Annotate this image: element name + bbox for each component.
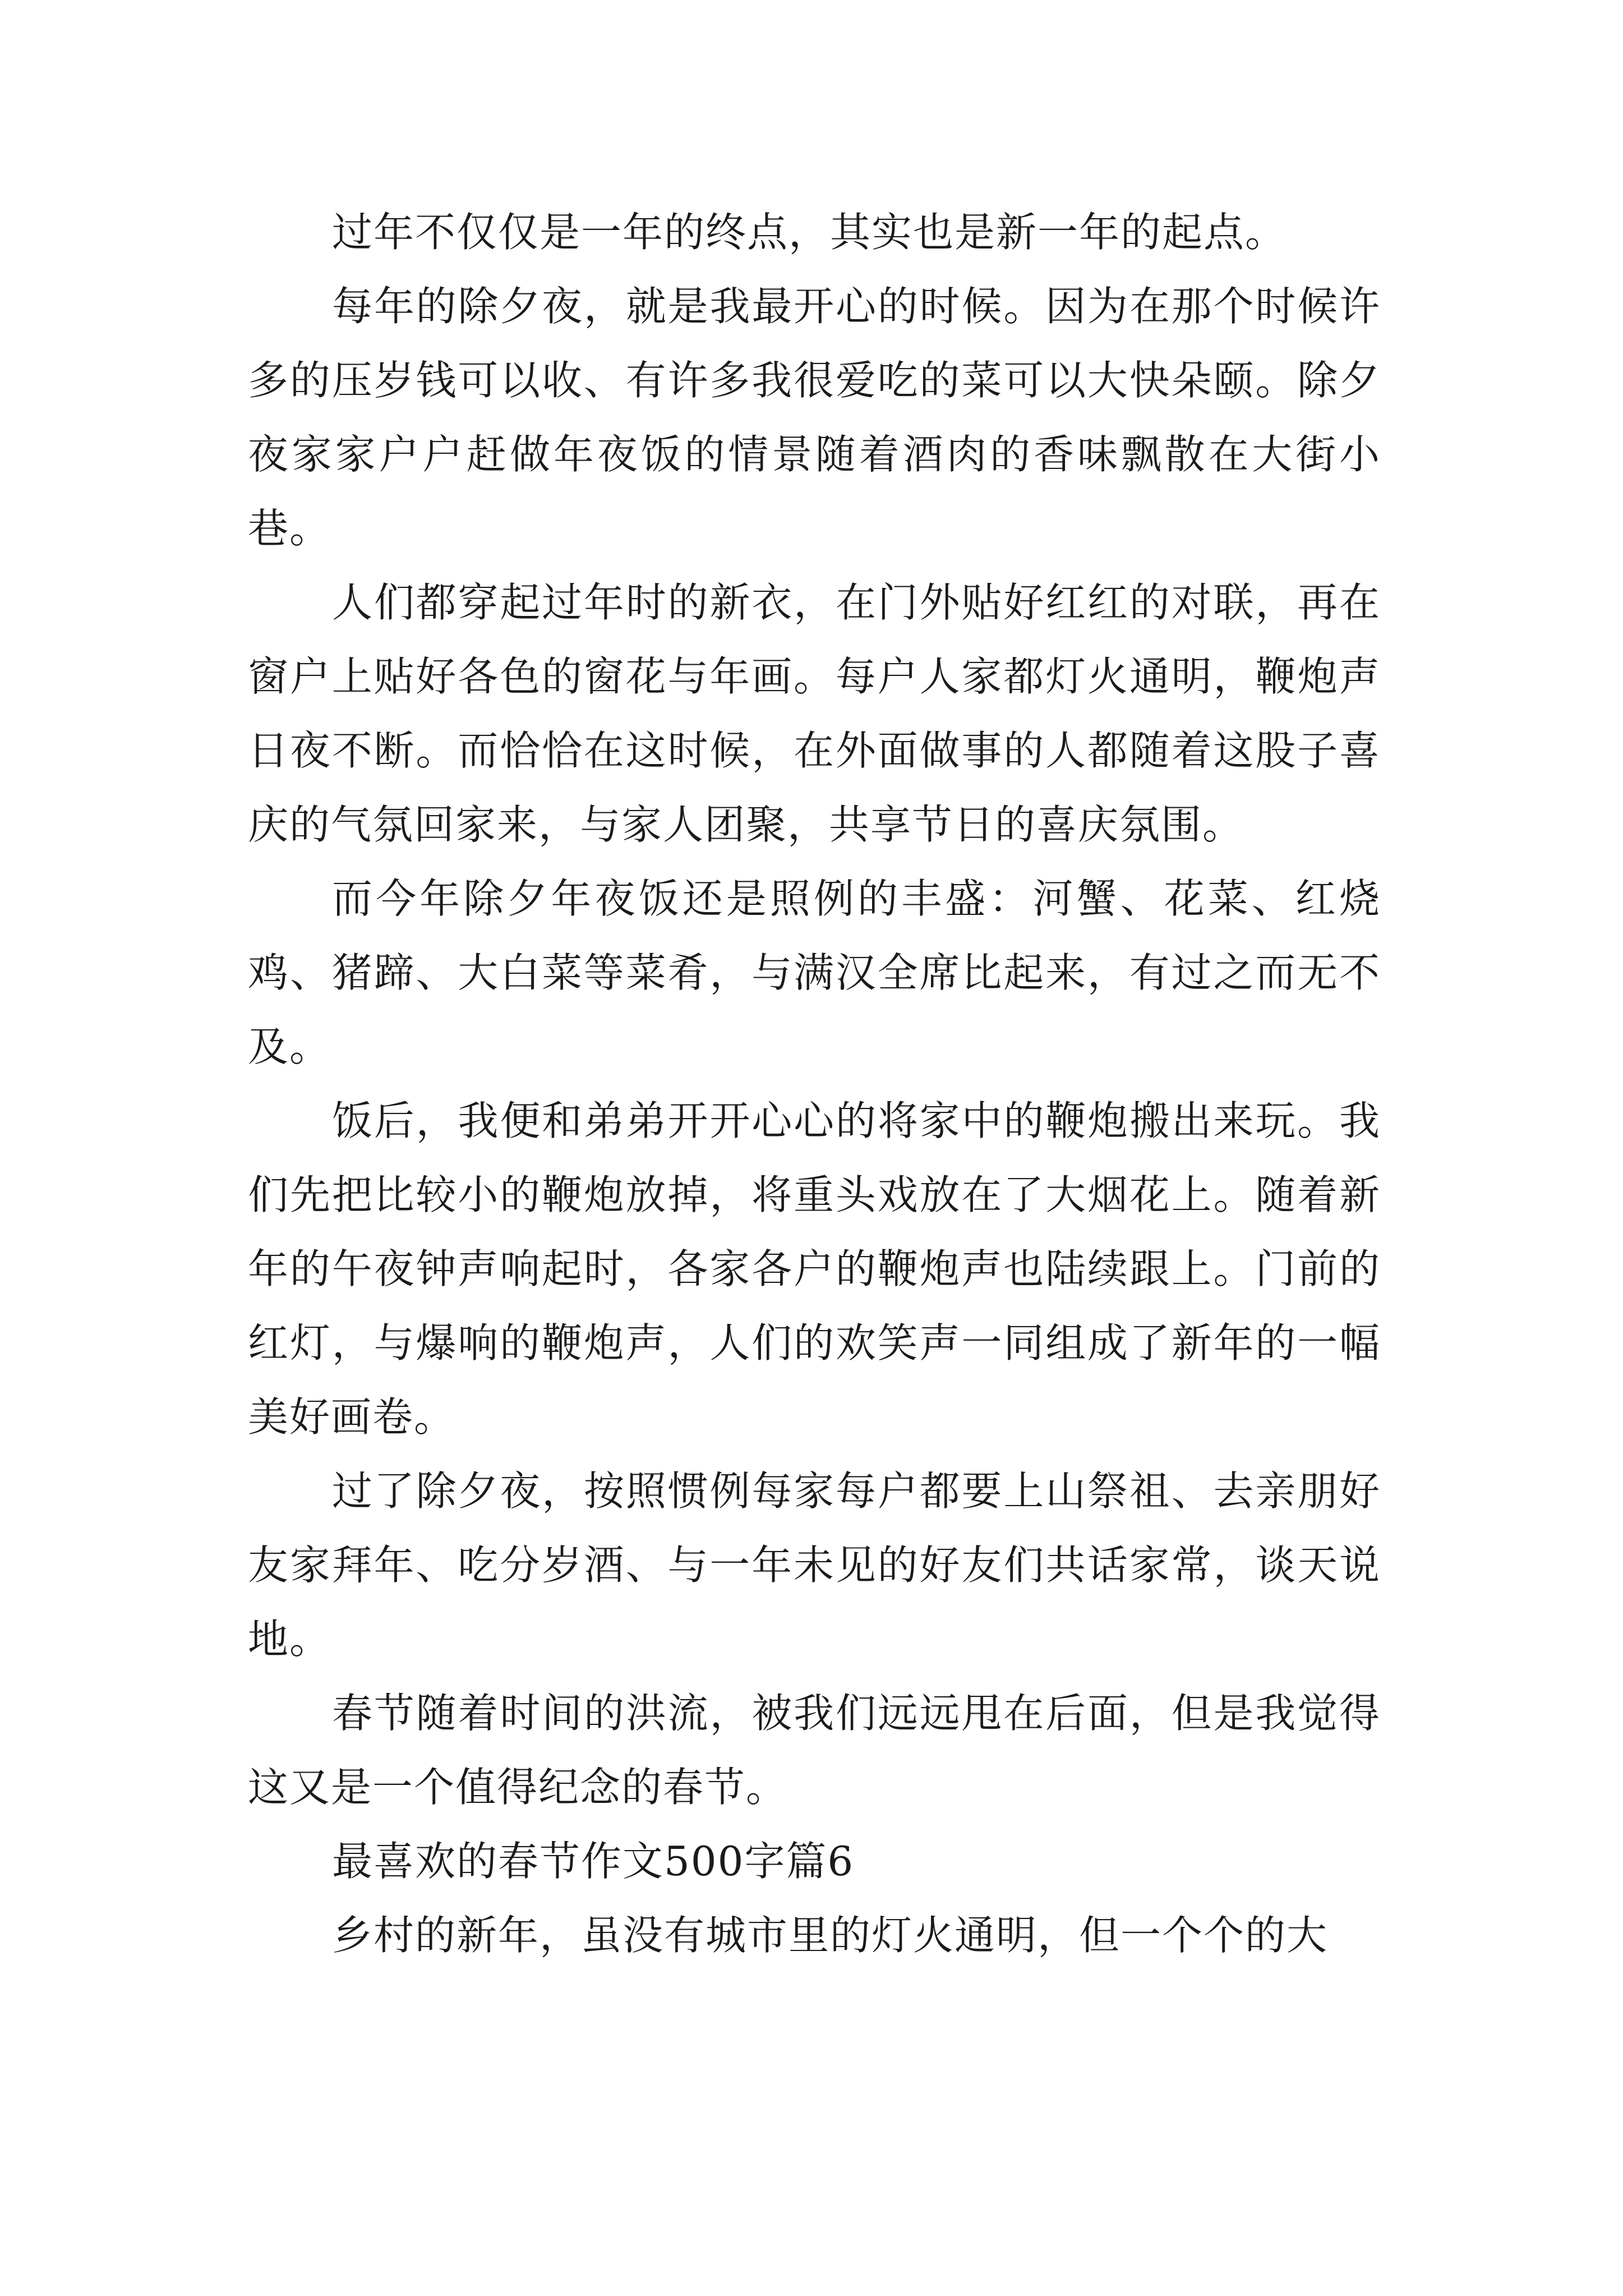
paragraph-new-years-eve: 每年的除夕夜，就是我最开心的时候。因为在那个时候许多的压岁钱可以收、有许多我很爱吃的菜可以大快朵颐。除夕夜家家户户赶做年夜饭的情景随着酒肉的香味飘散在大街小巷。 [248, 283, 1381, 552]
document-body [248, 195, 1381, 1972]
paragraph-firecrackers: 饭后，我便和弟弟开开心心的将家中的鞭炮搬出来玩。我们先把比较小的鞭炮放掉，将重头戏放在了大烟花上。随着新年的午夜钟声响起时，各家各户的鞭炮声也陆续跟上。门前的红灯，与爆响的鞭炮声，人们的欢笑声一同组成了新年的一幅美好画卷。 [248, 1097, 1381, 1441]
paragraph-after-eve: 过了除夕夜，按照惯例每家每户都要上山祭祖、去亲朋好友家拜年、吃分岁酒、与一年未见的好友们共话家常，谈天说地。 [248, 1467, 1381, 1663]
paragraph-conclusion: 春节随着时间的洪流，被我们远远甩在后面，但是我觉得这又是一个值得纪念的春节。 [248, 1690, 1381, 1811]
section-heading: 最喜欢的春节作文500字篇6 [332, 1838, 855, 1885]
paragraph-village-new-year: 乡村的新年，虽没有城市里的灯火通明，但一个个的大 [332, 1912, 1329, 1959]
paragraph-intro: 过年不仅仅是一年的终点，其实也是新一年的起点。 [332, 209, 1287, 256]
paragraph-new-clothes: 人们都穿起过年时的新衣，在门外贴好红红的对联，再在窗户上贴好各色的窗花与年画。每户人家都灯火通明，鞭炮声日夜不断。而恰恰在这时候，在外面做事的人都随着这股子喜庆的气氛回家来，与家人团聚，共享节日的喜庆氛围。 [248, 579, 1381, 848]
paragraph-reunion-dinner: 而今年除夕年夜饭还是照例的丰盛：河蟹、花菜、红烧鸡、猪蹄、大白菜等菜肴，与满汉全席比起来，有过之而无不及。 [248, 875, 1381, 1070]
